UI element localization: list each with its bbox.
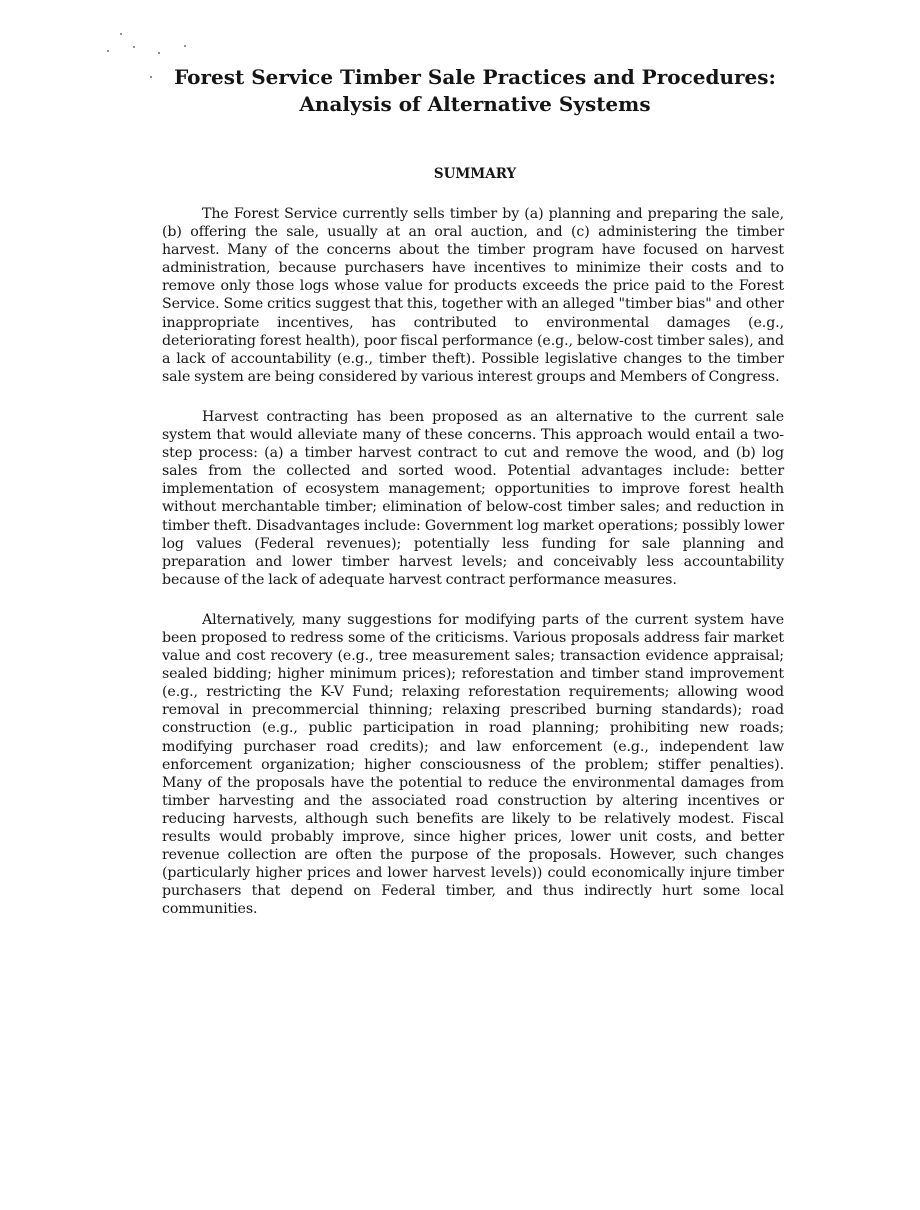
section-heading: SUMMARY xyxy=(433,166,517,182)
scan-speck xyxy=(158,52,160,54)
scan-speck xyxy=(133,46,135,48)
title-line-2: Analysis of Alternative Systems xyxy=(299,92,651,116)
scan-speck xyxy=(120,33,122,35)
scan-speck xyxy=(107,50,109,52)
scan-speck xyxy=(184,45,186,47)
title-line-1: Forest Service Timber Sale Practices and Procedures: xyxy=(174,65,776,89)
document-body xyxy=(162,205,784,940)
paragraph: The Forest Service currently sells timber by (a) planning and preparing the sale, (b) offering the sale, usually at an oral auction, and (c) administering the timber harvest. Many of the concerns about the timber program have focused on harvest administration, because purchasers have incentives to minimize their costs and to remove only those logs whose value for products exceeds the price paid to the Forest Service. Some critics suggest that this, together with an alleged "timber bias" and other inappropriate incentives, has contributed to environmental damages (e.g., deteriorating forest health), poor fiscal performance (e.g., below-cost timber sales), and a lack of accountability (e.g., timber theft). Possible legislative changes to the timber sale system are being considered by various interest groups and Members of Congress. xyxy=(162,206,784,385)
scan-speck xyxy=(150,76,152,78)
document-title xyxy=(160,64,790,118)
paragraph: Alternatively, many suggestions for modifying parts of the current system have been proposed to redress some of the criticisms. Various proposals address fair market value and cost recovery (e.g., tree measurement sales; transaction evidence appraisal; sealed bidding; higher minimum prices); reforestation and timber stand improvement (e.g., restricting the K-V Fund; relaxing reforestation requirements; allowing wood removal in precommercial thinning; relaxing prescribed burning standards); road construction (e.g., public participation in road planning; prohibiting new roads; modifying purchaser road credits); and law enforcement (e.g., independent law enforcement organization; higher consciousness of the problem; stiffer penalties). Many of the proposals have the potential to reduce the environmental damages from timber harvesting and the associated road construction by altering incentives or reducing harvests, although such benefits are likely to be relatively modest. Fiscal results would probably improve, since higher prices, lower unit costs, and better revenue collection are often the purpose of the proposals. However, such changes (particularly higher prices and lower harvest levels)) could economically injure timber purchasers that depend on Federal timber, and thus indirectly hurt some local communities. xyxy=(162,611,784,918)
paragraph: Harvest contracting has been proposed as an alternative to the current sale system that would alleviate many of these concerns. This approach would entail a two-step process: (a) a timber harvest contract to cut and remove the wood, and (b) log sales from the collected and sorted wood. Potential advantages include: better implementation of ecosystem management; opportunities to improve forest health without merchantable timber; elimination of below-cost timber sales; and reduction in timber theft. Disadvantages include: Government log market operations; possibly lower log values (Federal revenues); potentially less funding for sale planning and preparation and lower timber harvest levels; and conceivably less accountability because of the lack of adequate harvest contract performance measures. xyxy=(162,408,784,588)
